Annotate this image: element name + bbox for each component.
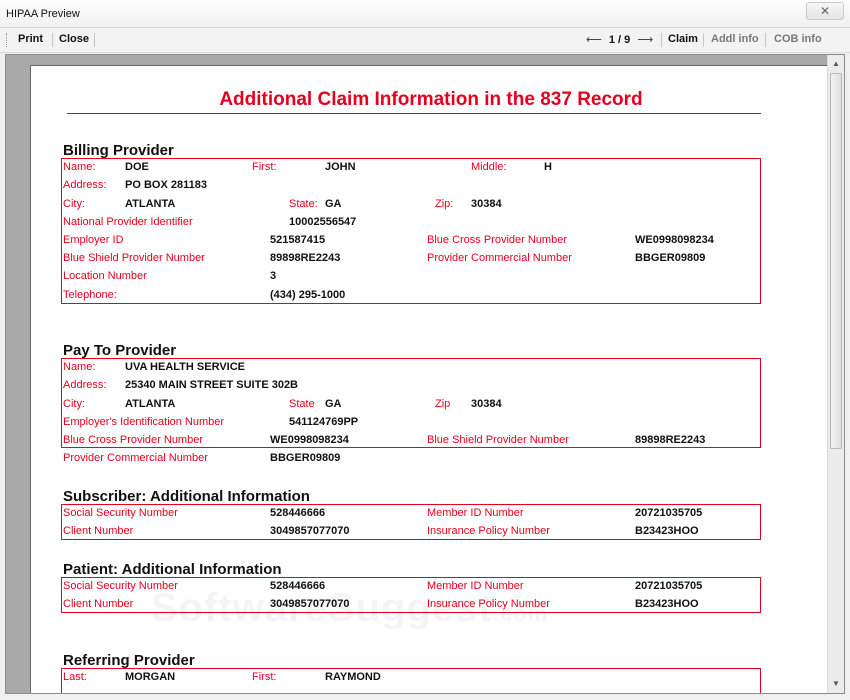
title-underline xyxy=(67,113,761,114)
previous-page-icon[interactable]: ⟵ xyxy=(586,34,602,46)
bp-state-value: GA xyxy=(325,198,342,210)
window-titlebar xyxy=(0,0,850,28)
bp-first-label: First: xyxy=(252,161,277,173)
bp-state-label: State: xyxy=(289,198,318,210)
pp-blue-cross-label: Blue Cross Provider Number xyxy=(63,434,203,446)
watermark-text xyxy=(151,586,493,630)
pp-blue-shield-label: Blue Shield Provider Number xyxy=(427,434,569,446)
sub-member-id-label: Member ID Number xyxy=(427,507,524,519)
sub-client-value: 3049857077070 xyxy=(270,525,350,537)
billing-provider-heading: Billing Provider xyxy=(63,142,174,159)
bp-blue-cross-label: Blue Cross Provider Number xyxy=(427,234,567,246)
toolbar-separator xyxy=(703,33,704,47)
pp-blue-shield-value: 89898RE2243 xyxy=(635,434,706,446)
bp-city-value: ATLANTA xyxy=(125,198,176,210)
bp-npi-value: 10002556547 xyxy=(289,216,357,228)
bp-blue-shield-value: 89898RE2243 xyxy=(270,252,341,264)
patient-heading: Patient: Additional Information xyxy=(63,561,282,578)
pat-client-value: 3049857077070 xyxy=(270,598,350,610)
rp-first-value: RAYMOND xyxy=(325,671,381,683)
addl-info-button[interactable]: Addl info xyxy=(711,33,759,45)
close-icon: ✕ xyxy=(819,4,831,18)
toolbar-separator xyxy=(661,33,662,47)
pat-member-id-label: Member ID Number xyxy=(427,580,524,592)
pp-name-label: Name: xyxy=(63,361,96,373)
bp-zip-value: 30384 xyxy=(471,198,502,210)
bp-npi-label: National Provider Identifier xyxy=(63,216,193,228)
bp-address-value: PO BOX 281183 xyxy=(125,179,207,191)
pp-ein-value: 541124769PP xyxy=(289,416,359,428)
vertical-scrollbar[interactable] xyxy=(827,55,844,693)
toolbar-separator xyxy=(94,33,95,47)
toolbar-separator xyxy=(52,33,53,47)
pp-zip-value: 30384 xyxy=(471,398,502,410)
sub-client-label: Client Number xyxy=(63,525,134,537)
watermark xyxy=(151,586,548,631)
sub-ssn-value: 528446666 xyxy=(270,507,326,519)
bp-location-value: 3 xyxy=(270,270,277,282)
pat-ssn-label: Social Security Number xyxy=(63,580,178,592)
close-window-button[interactable] xyxy=(806,2,844,20)
pp-commercial-value: BBGER09809 xyxy=(270,452,341,464)
pp-name-value: UVA HEALTH SERVICE xyxy=(125,361,245,373)
next-page-icon[interactable]: ⟶ xyxy=(637,34,654,46)
window-title: HIPAA Preview xyxy=(6,8,80,20)
preview-viewer xyxy=(5,54,845,694)
bp-middle-label: Middle: xyxy=(471,161,507,173)
bp-name-label: Name: xyxy=(63,161,96,173)
pat-client-label: Client Number xyxy=(63,598,134,610)
rp-last-label: Last: xyxy=(63,671,87,683)
pp-commercial-label: Provider Commercial Number xyxy=(63,452,208,464)
pat-ssn-value: 528446666 xyxy=(270,580,326,592)
report-title: Additional Claim Information in the 837 Record xyxy=(219,89,643,110)
toolbar-separator xyxy=(765,33,766,47)
bp-blue-cross-value: WE0998098234 xyxy=(635,234,714,246)
sub-ssn-label: Social Security Number xyxy=(63,507,178,519)
scroll-up-icon[interactable]: ▲ xyxy=(832,59,840,68)
referring-provider-heading: Referring Provider xyxy=(63,652,195,669)
bp-first-value: JOHN xyxy=(325,161,356,173)
pp-city-value: ATLANTA xyxy=(125,398,176,410)
cob-info-button[interactable]: COB info xyxy=(774,33,822,45)
claim-button[interactable]: Claim xyxy=(668,33,698,45)
bp-name-value: DOE xyxy=(125,161,149,173)
bp-location-label: Location Number xyxy=(63,270,147,282)
pp-zip-label: Zip xyxy=(435,398,451,410)
report-page xyxy=(30,65,830,694)
print-button[interactable]: Print xyxy=(18,33,44,45)
pp-address-value: 25340 MAIN STREET SUITE 302B xyxy=(125,379,299,391)
bp-middle-value: H xyxy=(544,161,552,173)
scrollbar-thumb[interactable] xyxy=(830,73,842,449)
pp-address-label: Address: xyxy=(63,379,107,391)
rp-last-value: MORGAN xyxy=(125,671,176,683)
pp-blue-cross-value: WE0998098234 xyxy=(270,434,349,446)
pp-state-label: State xyxy=(289,398,315,410)
sub-policy-label: Insurance Policy Number xyxy=(427,525,550,537)
pp-city-label: City: xyxy=(63,398,85,410)
bp-employer-id-value: 521587415 xyxy=(270,234,326,246)
page-indicator: 1 / 9 xyxy=(608,34,631,46)
bp-commercial-label: Provider Commercial Number xyxy=(427,252,572,264)
toolbar xyxy=(0,28,850,53)
pat-member-id-value: 20721035705 xyxy=(635,580,703,592)
bp-employer-id-label: Employer ID xyxy=(63,234,124,246)
pay-to-provider-heading: Pay To Provider xyxy=(63,342,177,359)
sub-member-id-value: 20721035705 xyxy=(635,507,703,519)
bp-telephone-value: (434) 295-1000 xyxy=(270,289,346,301)
bp-address-label: Address: xyxy=(63,179,107,191)
rp-first-label: First: xyxy=(252,671,277,683)
bp-city-label: City: xyxy=(63,198,85,210)
watermark-tld xyxy=(493,601,548,626)
bp-zip-label: Zip: xyxy=(435,198,454,210)
toolbar-grip xyxy=(6,33,8,47)
page-navigator xyxy=(586,33,653,46)
subscriber-heading: Subscriber: Additional Information xyxy=(63,488,310,505)
pp-ein-label: Employer's Identification Number xyxy=(63,416,225,428)
pat-policy-value: B23423HOO xyxy=(635,598,699,610)
close-button[interactable]: Close xyxy=(59,33,89,45)
pat-policy-label: Insurance Policy Number xyxy=(427,598,550,610)
pp-state-value: GA xyxy=(325,398,342,410)
sub-policy-value: B23423HOO xyxy=(635,525,699,537)
scroll-down-icon[interactable]: ▼ xyxy=(832,679,840,688)
bp-telephone-label: Telephone: xyxy=(63,289,117,301)
bp-blue-shield-label: Blue Shield Provider Number xyxy=(63,252,205,264)
bp-commercial-value: BBGER09809 xyxy=(635,252,706,264)
